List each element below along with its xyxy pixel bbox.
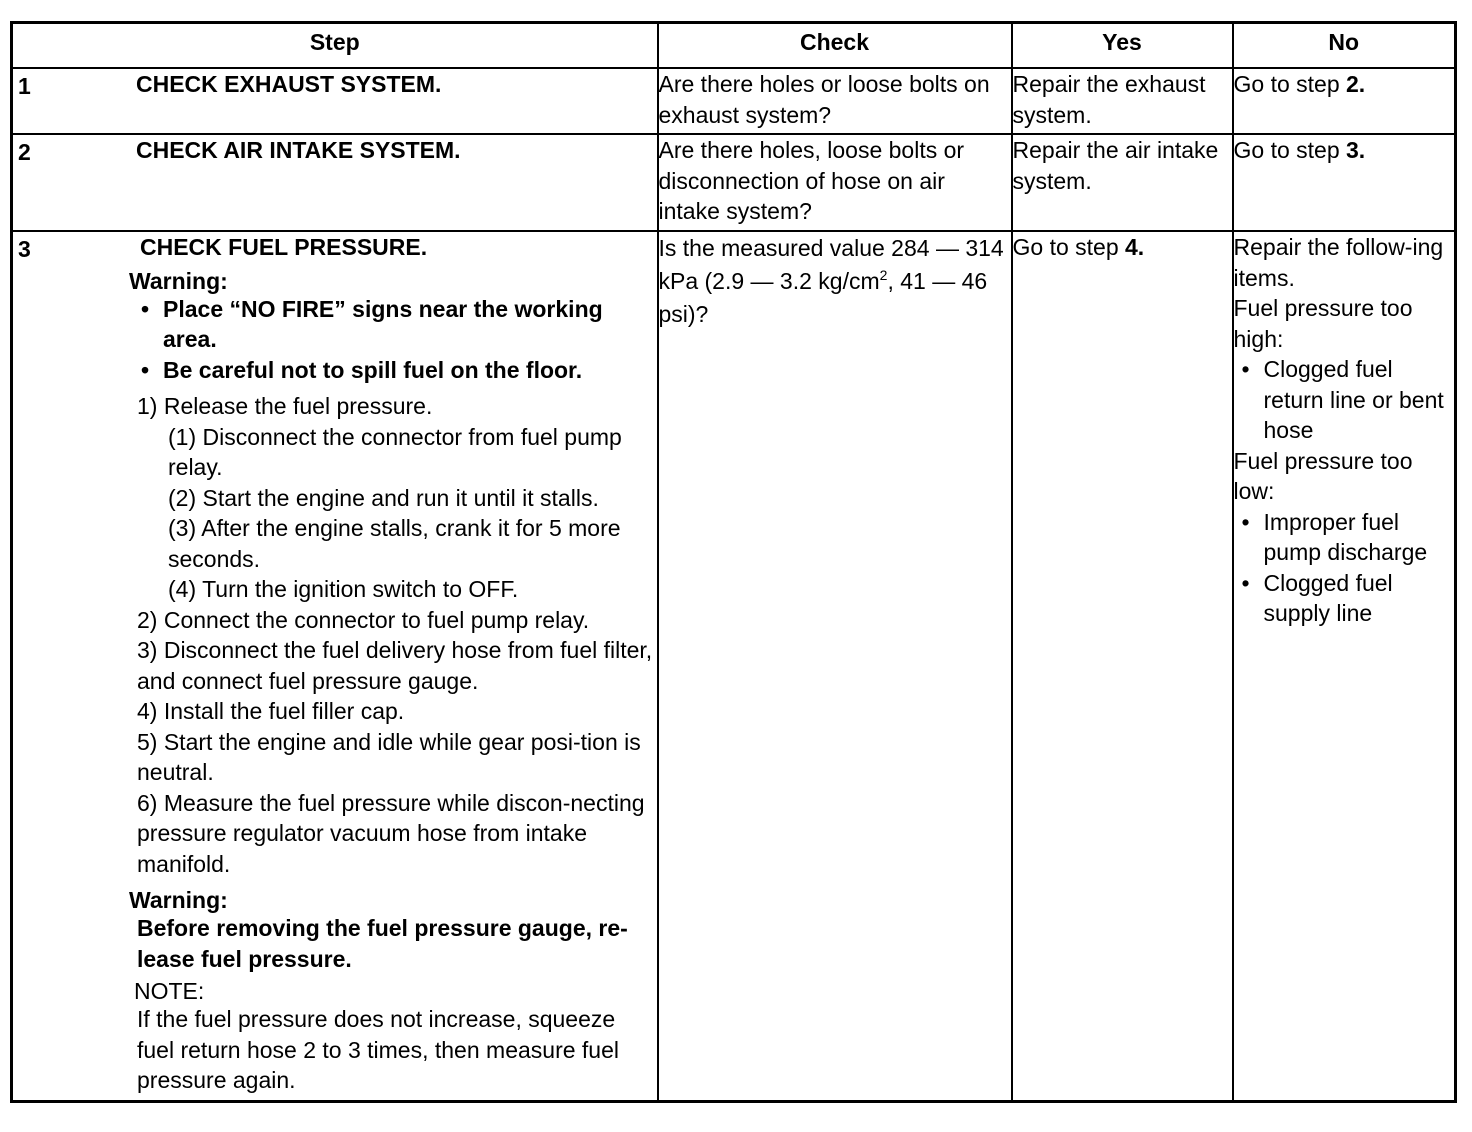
yes-cell bbox=[1012, 231, 1233, 1102]
header-no: No bbox=[1233, 23, 1456, 69]
procedure-step: 4) Install the fuel filler cap. bbox=[137, 698, 405, 724]
no-cell bbox=[1233, 231, 1456, 1102]
cause-item: • Clogged fuel return line or bent hose bbox=[1241, 356, 1444, 443]
bullet-icon: • bbox=[1241, 356, 1250, 382]
yes-cell: Repair the exhaust system. bbox=[1012, 68, 1233, 134]
yes-cell: Repair the air intake system. bbox=[1012, 134, 1233, 231]
warning-text: Before removing the fuel pressure gauge, re-lease fuel pressure. bbox=[137, 915, 628, 972]
procedure-substep: (1) Disconnect the connector from fuel pump relay. bbox=[168, 423, 622, 480]
check-cell: Are there holes, loose bolts or disconnection of hose on air intake system? bbox=[658, 134, 1012, 231]
yes-prefix: Go to step bbox=[1012, 234, 1126, 260]
no-step: 2. bbox=[1346, 71, 1366, 97]
step-title: CHECK EXHAUST SYSTEM. bbox=[136, 71, 442, 97]
header-step: Step bbox=[12, 23, 658, 69]
bullet-icon: • bbox=[1241, 508, 1250, 535]
procedure-step: 6) Measure the fuel pressure while discon-necting pressure regulator vacuum hose from intake manifold. bbox=[137, 789, 645, 877]
header-yes: Yes bbox=[1012, 23, 1233, 69]
table-row bbox=[12, 231, 1456, 1102]
note-label: NOTE: bbox=[134, 978, 205, 1004]
step-cell bbox=[12, 134, 658, 231]
superscript: 2 bbox=[879, 267, 888, 283]
bullet-icon: • bbox=[141, 295, 150, 322]
step-number: 3 bbox=[18, 236, 31, 262]
no-cell bbox=[1233, 134, 1456, 231]
no-cell bbox=[1233, 68, 1456, 134]
no-intro: Repair the follow-ing items. bbox=[1233, 234, 1444, 291]
warning-item: • Place “NO FIRE” signs near the working area. bbox=[141, 295, 603, 352]
procedure-step: 2) Connect the connector to fuel pump relay. bbox=[137, 606, 590, 633]
cause-item: • Clogged fuel supply line bbox=[1241, 569, 1393, 626]
yes-step: 4. bbox=[1125, 234, 1145, 260]
bullet-icon: • bbox=[1241, 569, 1250, 596]
header-check: Check bbox=[658, 23, 1012, 69]
table-row bbox=[12, 134, 1456, 231]
procedure-substep: (4) Turn the ignition switch to OFF. bbox=[168, 576, 519, 602]
step-number: 2 bbox=[18, 139, 31, 165]
warning-item: • Be careful not to spill fuel on the floor. bbox=[137, 355, 657, 386]
procedure-step: 3) Disconnect the fuel delivery hose from fuel filter, and connect fuel pressure gauge. bbox=[137, 637, 653, 694]
step-cell bbox=[12, 231, 658, 1102]
bullet-icon: • bbox=[141, 356, 150, 383]
step-title: CHECK AIR INTAKE SYSTEM. bbox=[136, 137, 461, 163]
no-prefix: Go to step bbox=[1233, 137, 1347, 163]
cause-item: • Improper fuel pump discharge bbox=[1241, 508, 1428, 565]
condition-label: Fuel pressure too high: bbox=[1233, 295, 1413, 352]
no-prefix: Go to step bbox=[1233, 71, 1347, 97]
no-step: 3. bbox=[1346, 137, 1366, 163]
diagnostic-table bbox=[10, 21, 1457, 1103]
check-cell: Is the measured value 284 — 314 kPa (2.9 — 3.2 $kg/cm^2$, 41 — 46 psi)? bbox=[658, 231, 1012, 1102]
condition-label: Fuel pressure too low: bbox=[1233, 447, 1413, 504]
procedure-substep: (2) Start the engine and run it until it stalls. bbox=[168, 484, 599, 511]
step-title: CHECK FUEL PRESSURE. bbox=[140, 234, 428, 260]
warning-label: Warning: bbox=[129, 267, 228, 294]
step-number: 1 bbox=[18, 73, 31, 99]
header-row bbox=[12, 23, 1456, 69]
step-cell bbox=[12, 68, 658, 134]
warning-label: Warning: bbox=[129, 887, 228, 913]
check-cell: Are there holes or loose bolts on exhaust system? bbox=[658, 68, 1012, 134]
procedure-step: 1) Release the fuel pressure. bbox=[137, 393, 433, 419]
procedure-substep: (3) After the engine stalls, crank it for 5 more seconds. bbox=[168, 515, 621, 572]
note-text: If the fuel pressure does not increase, squeeze fuel return hose 2 to 3 times, then measure fuel pressure again. bbox=[137, 1006, 619, 1093]
table-row bbox=[12, 68, 1456, 134]
procedure-step: 5) Start the engine and idle while gear posi-tion is neutral. bbox=[137, 728, 641, 785]
